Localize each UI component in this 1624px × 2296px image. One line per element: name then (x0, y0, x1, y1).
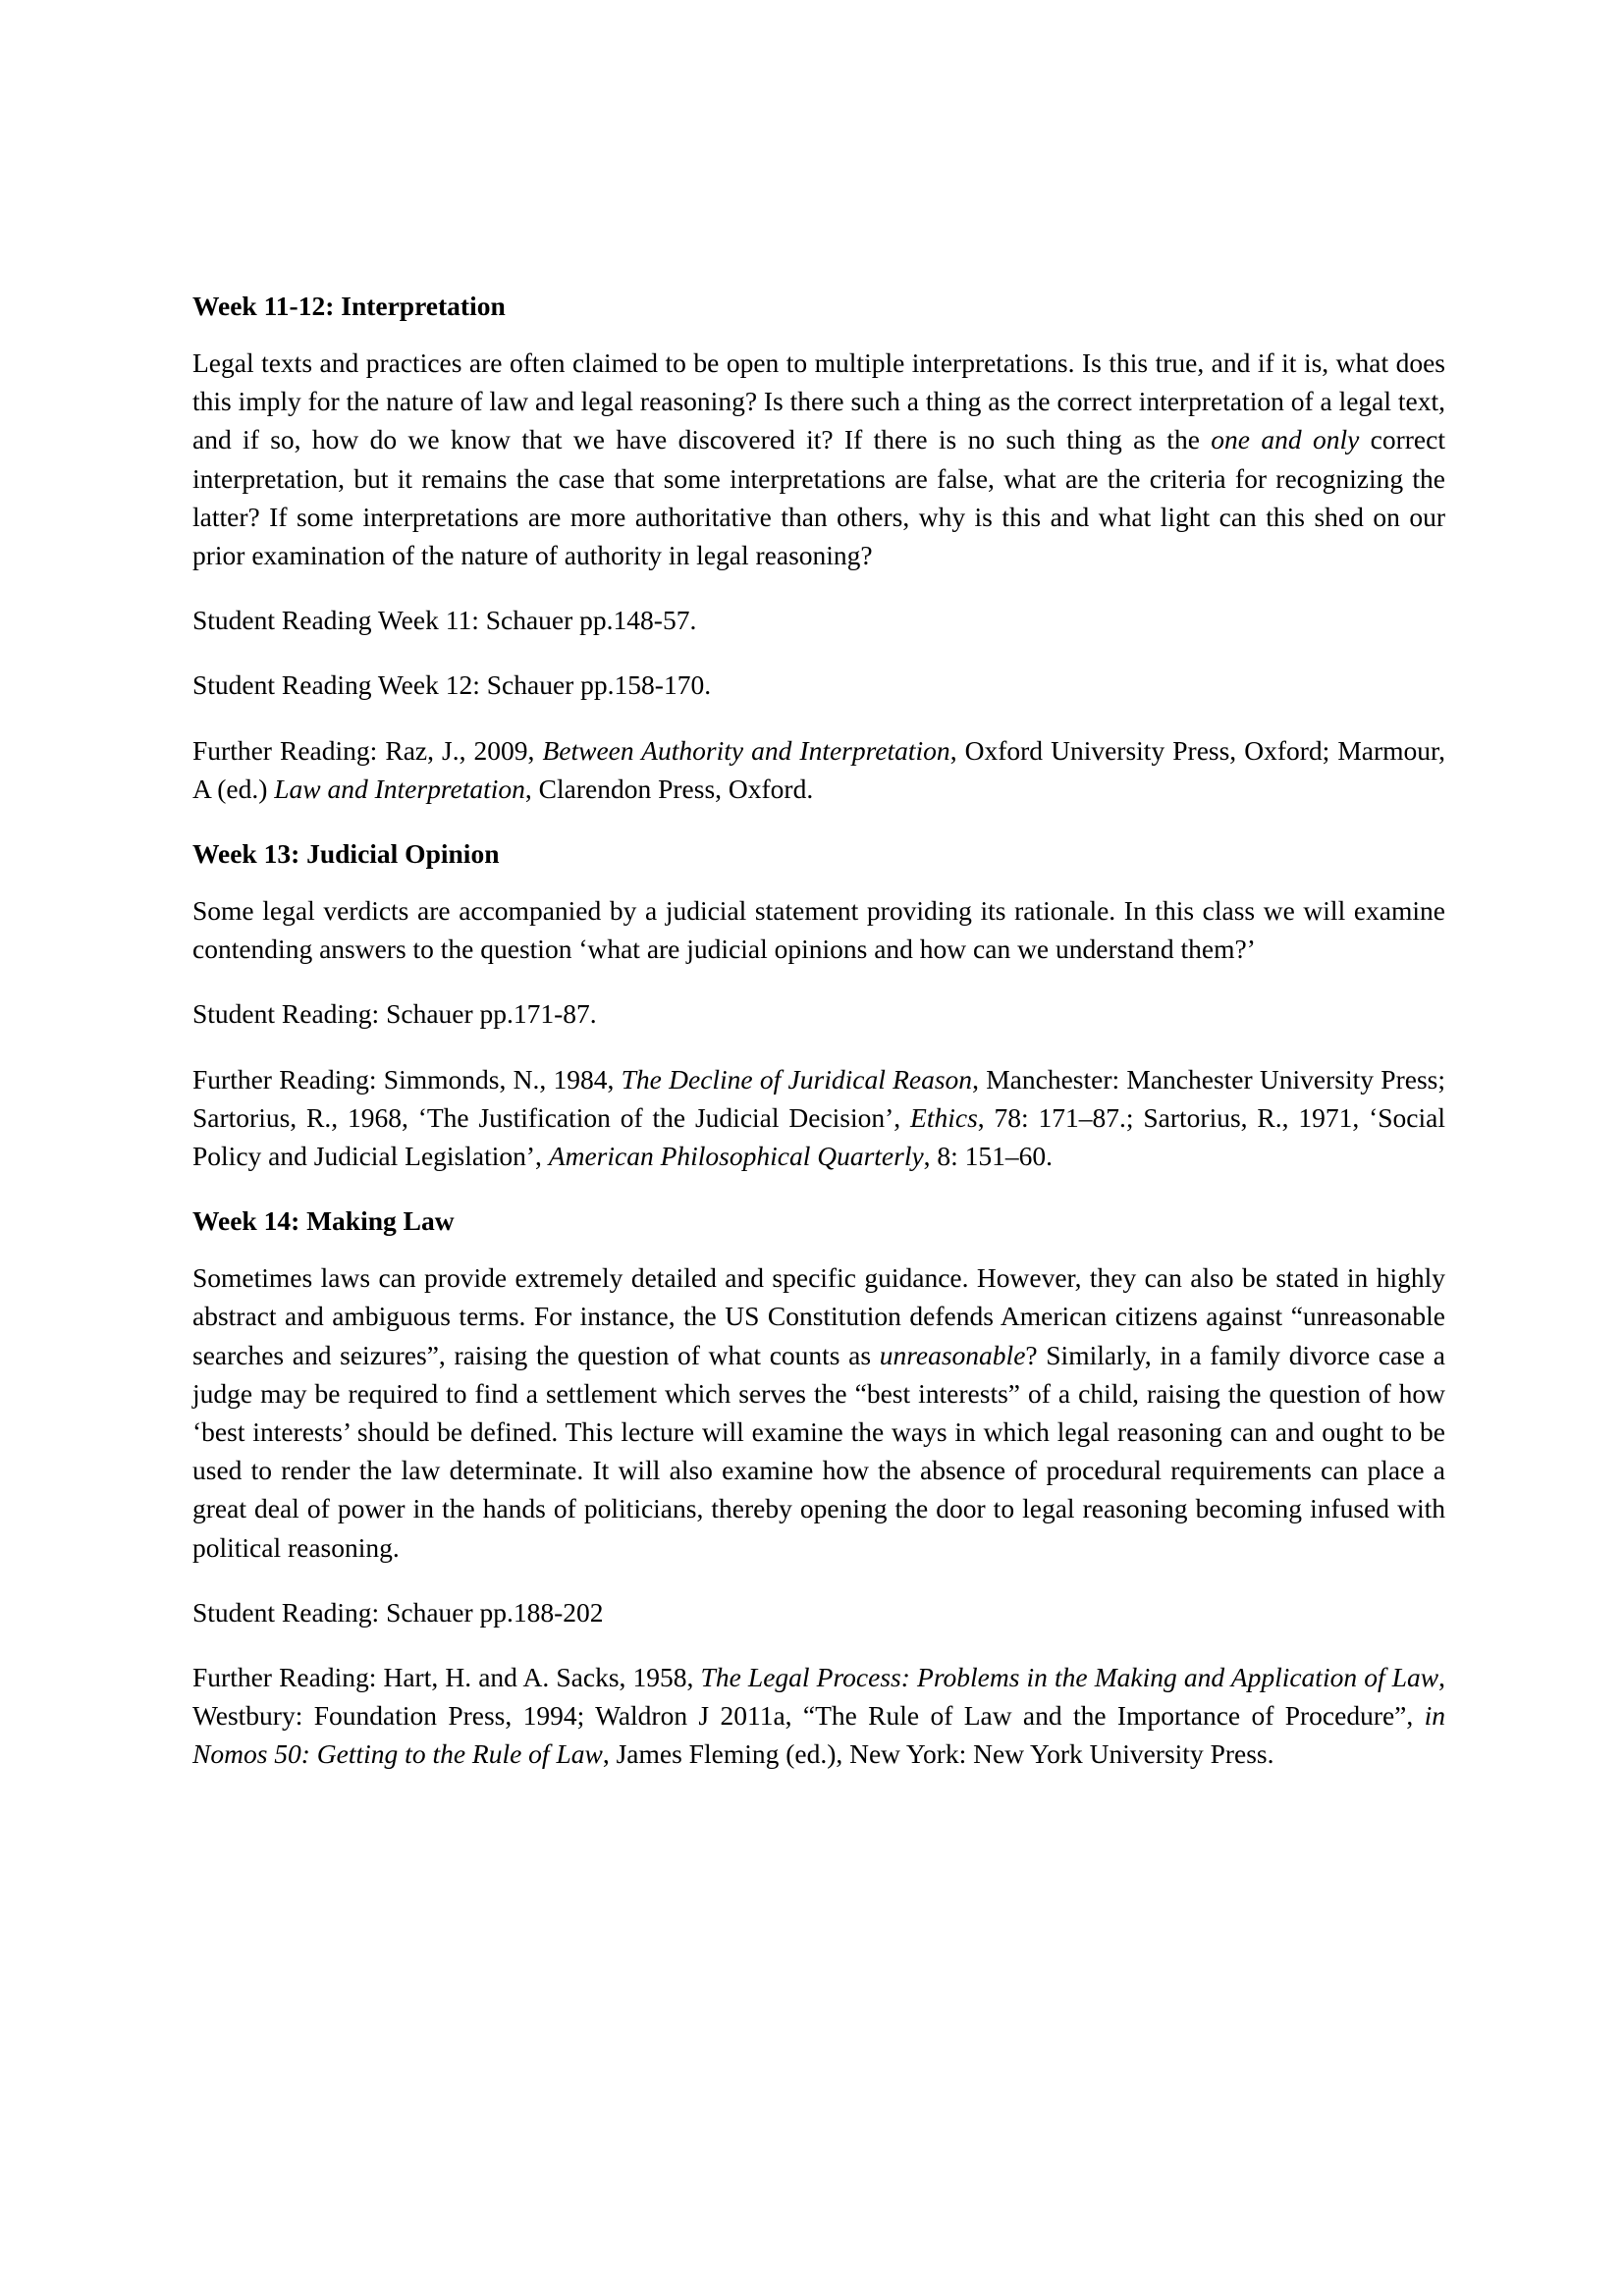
section-heading: Week 13: Judicial Opinion (192, 838, 500, 870)
text-segment: , 8: 151–60. (923, 1141, 1054, 1172)
student-reading-paragraph (192, 994, 1445, 1033)
body-paragraph (192, 891, 1445, 968)
text-segment: Further Reading: Hart, H. and A. Sacks, 1958, (192, 1662, 701, 1693)
italic-text: The Decline of Juridical Reason (621, 1063, 973, 1095)
section-week-13 (192, 834, 1445, 1175)
italic-text: Law and Interpretation (274, 773, 525, 804)
body-paragraph (192, 344, 1445, 574)
further-reading-paragraph (192, 1060, 1445, 1176)
italic-text: in Nomos 50: Getting to the Rule of Law (192, 1700, 1445, 1770)
text-segment: Student Reading: Schauer pp.171-87. (192, 998, 597, 1030)
text-segment: ? Similarly, in a family divorce case a judge may be required to find a settlement which serves the “best interests” of a child, raising the question of how ‘best interests’ should be defined. This lecture will examine the ways in which legal reasoning can and ought to be used to render the law determinate. It will also examine how the absence of procedural requirements can place a great deal of power in the hands of politicians, thereby opening the door to legal reasoning becoming infused with political reasoning. (192, 1339, 1445, 1563)
text-segment: , Manchester: Manchester University Press; Sartorius, R., 1968, ‘The Justification of the Judicial Decision’, (192, 1063, 1445, 1133)
section-heading: Week 14: Making Law (192, 1205, 455, 1237)
italic-text: one and only (1211, 424, 1360, 455)
student-reading-paragraph (192, 666, 1445, 704)
text-segment: , Westbury: Foundation Press, 1994; Waldron J 2011a, “The Rule of Law and the Importance of Procedure”, (192, 1662, 1445, 1732)
text-segment: correct interpretation, but it remains the case that some interpretations are false, what are the criteria for recognizing the latter? If some interpretations are more authoritative than others, why is this and what light can this shed on our prior examination of the nature of authority in legal reasoning? (192, 424, 1445, 571)
body-paragraph (192, 1258, 1445, 1567)
text-segment: , Oxford University Press, Oxford; Marmour, A (ed.) (192, 734, 1445, 804)
italic-text: unreasonable (879, 1339, 1026, 1370)
further-reading-paragraph (192, 1658, 1445, 1774)
section-week-11-12 (192, 287, 1445, 808)
text-segment: Further Reading: Raz, J., 2009, (192, 734, 543, 766)
italic-text: Ethics (910, 1101, 978, 1133)
section-week-14 (192, 1201, 1445, 1773)
text-segment: Student Reading Week 11: Schauer pp.148-57. (192, 605, 697, 636)
italic-text: The Legal Process: Problems in the Making and Application of Law (700, 1662, 1439, 1693)
text-segment: Some legal verdicts are accompanied by a judicial statement providing its rationale. In this class we will examine contending answers to the question ‘what are judicial opinions and how can we understand them?’ (192, 895, 1445, 965)
student-reading-paragraph (192, 601, 1445, 639)
text-segment: , 78: 171–87.; Sartorius, R., 1971, ‘Social Policy and Judicial Legislation’, (192, 1101, 1445, 1172)
text-segment: Legal texts and practices are often claimed to be open to multiple interpretations. Is this true, and if it is, what does this imply for the nature of law and legal reasoning? Is there such a thing as the correct interpretation of a legal text, and if so, how do we know that we have discovered it? If there is no such thing as the (192, 347, 1445, 455)
further-reading-paragraph (192, 731, 1445, 808)
section-heading: Week 11-12: Interpretation (192, 291, 506, 321)
text-segment: Student Reading: Schauer pp.188-202 (192, 1596, 604, 1628)
student-reading-paragraph (192, 1593, 1445, 1631)
italic-text: American Philosophical Quarterly (548, 1141, 924, 1172)
document-page (192, 287, 1445, 1800)
text-segment: , Clarendon Press, Oxford. (524, 773, 814, 804)
text-segment: Student Reading Week 12: Schauer pp.158-170. (192, 669, 712, 701)
italic-text: Between Authority and Interpretation (542, 734, 950, 766)
text-segment: Sometimes laws can provide extremely detailed and specific guidance. However, they can also be stated in highly abstract and ambiguous terms. For instance, the US Constitution defends American citizens against “unreasonable searches and seizures”, raising the question of what counts as (192, 1262, 1445, 1370)
text-segment: Further Reading: Simmonds, N., 1984, (192, 1063, 622, 1095)
text-segment: , James Fleming (ed.), New York: New York University Press. (602, 1738, 1274, 1770)
